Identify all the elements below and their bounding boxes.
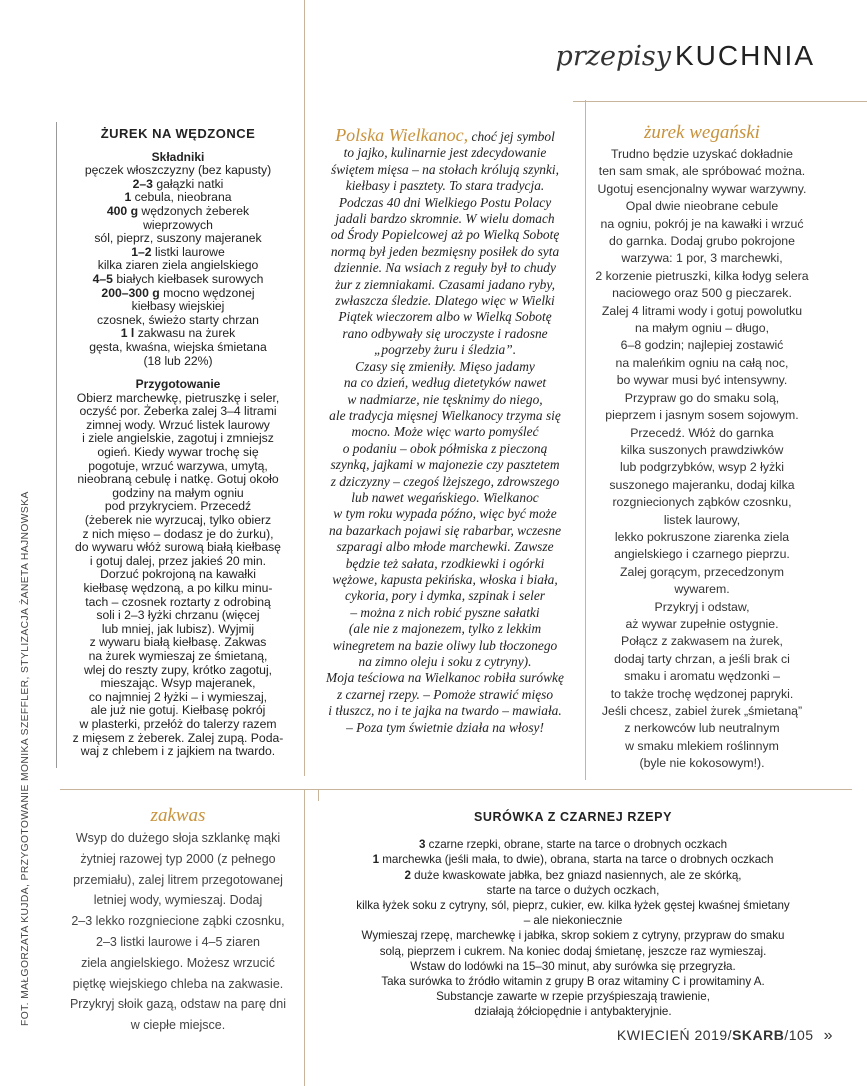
vegan-line: 2 korzenie pietruszki, kilka łodyg selera [595,268,809,283]
prep-line: i gotuj dalej, przez jakieś 20 min. [89,553,267,568]
ingredient-text: sól, pieprz, suszony majeranek [94,231,262,246]
ingredient-text: mocno wędzonej [159,285,255,300]
quantity: 4–5 [92,271,113,286]
ingredient-text: gałązki natki [152,176,224,191]
vegan-line: angielskiego i czarnego pieprzu. [614,547,790,562]
quantity: 1 [124,190,132,205]
vegan-line: dodaj tarty chrzan, a jeśli brak ci [614,651,790,666]
vegan-line: do garnka. Dodaj grubo pokrojone [609,234,795,249]
essay-line: Piątek wieczorem albo w Wielką Sobotę [338,309,552,325]
vegan-line: Przykryj i odstaw, [654,599,750,614]
vegan-line: naciowego oraz 500 g pieczarek. [612,286,792,301]
essay-line: z czarnej rzepy. – Pomoże strawić mięso [336,686,554,702]
vegan-line: na ogniu, pokrój je na kawałki i wrzuć [600,216,804,231]
essay-line: normą był jeden bezmięsny posiłek do syta [330,243,560,259]
zakwas-line: Wsyp do dużego słoja szklankę mąki [75,831,281,845]
surowka-ingredient-line [320,868,826,883]
ingredient-line [60,355,296,369]
prep-line: Dorzuć pokrojoną na kawałki [100,567,256,582]
essay-line: Moja teściowa na Wielkanoc robiła surówkę [326,670,564,686]
header-caps: KUCHNIA [674,40,815,71]
prep-line: z mięsem z żeberek. Zalej zupą. Poda- [72,730,284,745]
footer-brand: SKARB [732,1027,785,1043]
surowka-steps [320,928,826,1019]
surowka-step-line: solą, pieprzem i cukrem. Na koniec dodaj śmietanę, jeszcze raz wymieszaj. [379,944,767,958]
easter-essay [312,127,578,736]
vegan-line: kilka suszonych prawdziwków [620,442,784,457]
ingredient-text: marchewka (jeśli mała, to dwie), obrana, starta na tarce o drobnych oczkach [379,853,774,867]
ingredient-line [60,205,296,219]
ingredient-line [60,341,296,355]
prep-line: godziny na małym ogniu [112,485,244,500]
ingredient-text: białych kiełbasek surowych [112,271,264,286]
prep-line: z nich mięso – dodasz je do żurku), [82,526,274,541]
essay-line: winegretem na bazie oliwy lub tłoczonego [332,637,558,653]
quantity: 1 l [120,326,135,341]
divider-right-center [585,100,586,780]
prep-line: soli i 2–3 łyżki chrzanu (więcej [96,608,260,623]
vegan-line: listek laurowy, [663,512,741,527]
essay-line: w nadmiarze, nie tęsknimy do niego, [347,391,543,407]
essay-line: z dziczyzny – czegoś lżejszego, zdrowszego [330,473,560,489]
essay-first-line [312,127,578,145]
surowka-recipe [320,810,826,1020]
essay-line: szparagi albo młode marchewki. Zawsze [336,539,554,555]
zakwas-line: Przykryj słoik gazą, odstaw na parę dni [69,997,287,1012]
vegan-line: pieprzem i jasnym sosem sojowym. [605,408,799,423]
vegan-line: Przypraw go do smaku solą, [624,390,780,405]
ingredient-text: starte na tarce o dużych oczkach, [486,883,660,897]
divider-credit [56,122,57,768]
ingredient-line [60,300,296,314]
ingredient-text: zakwasu na żurek [134,326,236,341]
section-header [556,40,815,72]
quantity: 1 [372,853,380,867]
ingredients-list [60,164,296,368]
zurek-recipe [60,127,296,759]
prep-line: waj z chlebem i z jajkiem na twardo. [80,744,276,759]
essay-line: kiełbasy i pasztety. To stara tradycja. [345,178,545,194]
essay-line: (ale nie z majonezem, tylko z lekkim [348,621,542,637]
vegan-line: na maleńkim ogniu na całą noc, [615,355,789,370]
ingredient-text: listki laurowe [151,244,225,259]
vegan-line: na małym ogniu – długo, [635,321,769,336]
essay-line: lub nawet wegańskiego. Wielkanoc [351,489,539,505]
essay-line: od Środy Popielcowej aż po Wielką Sobotę [330,227,560,243]
prep-line: co najmniej 2 łyżki – i wymieszaj, [88,689,268,704]
prep-line: mieszając. Wsyp majeranek, [100,676,256,691]
surowka-ingredient-line [320,883,826,898]
vegan-line: Przecedź. Włóż do garnka [630,425,774,440]
vegan-line: Ugotuj esencjonalny wywar warzywny. [597,181,807,196]
prep-line: na żurek wymieszaj ze śmietaną, [88,648,268,663]
zakwas-line: letniej wody, wymieszaj. Dodaj [93,893,263,908]
vegan-line: Zalej gorącym, przecedzonym [619,564,785,579]
divider-bottom-center [318,789,319,801]
zakwas-body [60,828,296,1036]
prep-line: zimnej wody. Wrzuć listek laurowy [86,417,270,432]
prep-line: ogień. Kiedy wywar trochę się [97,445,259,460]
essay-line: będzie też sałata, rzodkiewki i ogórki [345,555,545,571]
divider-bottom-left [304,790,305,1086]
prep-line: kiełbasę wędzoną, a po kilku minu- [83,581,273,595]
ingredient-text: duże kwaskowate jabłka, bez gniazd nasiennych, ale ze skórką, [410,868,742,882]
essay-lead: Polska Wielkanoc, [335,125,469,145]
vegan-line: Jeśli chcesz, zabiel żurek „śmietaną” [601,704,803,718]
essay-line: ale tradycja mięsnej Wielkanocy trzyma się [329,407,561,423]
essay-line: cykoria, pory i dymka, szpinak i seler [344,588,546,604]
surowka-ingredient-line [320,913,826,928]
next-chevron-icon: » [823,1027,833,1044]
divider-top-right [573,101,867,102]
essay-line: wężowe, kapusta pekińska, włoska i biała, [332,571,558,587]
essay-line: „pogrzeby żuru i śledzia”. [373,342,517,358]
quantity: 2 [404,868,411,882]
divider-left-center [304,126,305,776]
ingredient-text: gęsta, kwaśna, wiejska śmietana [89,339,267,354]
vegan-line: warzywa: 1 por, 3 marchewki, [621,251,783,266]
prep-line: wlej do reszty zupy, krótko zagotuj, [83,662,273,677]
zakwas-line: ziela angielskiego. Możesz wrzucić [81,955,275,970]
quantity: 1–2 [131,244,152,259]
quantity: 400 g [106,203,139,218]
zakwas-title: zakwas [150,805,206,826]
ingredient-text: kilka ziaren ziela angielskiego [97,258,259,273]
prep-line: nieobraną cebulę i natkę. Gotuj około [77,472,279,487]
essay-line: Podczas 40 dni Wielkiego Postu Polacy [338,194,552,210]
ingredient-line [60,178,296,192]
ingredient-line [60,327,296,341]
surowka-step-line: Wstaw do lodówki na 15–30 minut, aby surówka się przegryzła. [410,959,736,973]
essay-line: to jajko, kulinarnie jest zdecydowanie [343,145,547,161]
ingredient-line [60,287,296,301]
ingredient-text: wieprzowych [143,217,213,232]
essay-line: dziennie. Na wsiach z reguły był to chudy [334,260,556,276]
prep-line: ale już nie gotuj. Kiełbasę pokrój [90,703,266,718]
essay-line: żur z ziemniakami. Czasami jadano ryby, [335,276,555,292]
ingredient-text: wędzonych żeberek [138,203,250,218]
essay-line: Czasy się zmieniły. Mięso jadamy [355,358,535,374]
ingredient-text: – ale niekoniecznie [523,914,623,928]
vegan-line: 6–8 godzin; najlepiej zostawić [620,338,784,353]
prep-line: tach – czosnek roztarty z odrobiną [85,594,271,609]
ingredient-line [60,232,296,246]
surowka-ingredient-line [320,898,826,913]
prep-line: do wywaru włóż surową białą kiełbasę [75,540,281,555]
zurek-title: ŻUREK NA WĘDZONCE [100,126,256,141]
quantity: 3 [418,838,426,852]
essay-line: rano odbywały się uroczyste i radosne [342,325,548,341]
essay-line: – Poza tym świetnie działa na włosy! [346,719,544,735]
essay-line: na co dzień, według dietetyków nawet [343,375,547,391]
zakwas-line: żytniej razowej typ 2000 (z pełnego [80,851,276,866]
vegan-line: (byle nie kokosowym!). [639,756,765,771]
ingredient-text: czosnek, świeżo starty chrzan [97,312,259,327]
zakwas-line: przemiału), zalej litrem przegotowanej [73,872,283,887]
vegan-line: rozgniecionych ząbków czosnku, [612,495,792,510]
ingredient-text: kilka łyżek soku z cytryny, sól, pieprz, cukier, ew. kilka łyżek gęstej kwaśnej śmietany [356,899,790,913]
essay-first-rest: choć jej symbol [468,129,555,144]
vegan-line: smaku i aromatu wędzonki – [624,669,780,684]
surowka-step-line: działają żółciopędnie i antybakteryjnie. [474,1005,672,1019]
essay-line: na bazarkach pojawi się rabarbar, wczesne [328,522,562,538]
vegan-zurek [588,122,816,773]
header-script: przepisy [555,41,671,72]
essay-line: jadali bardzo skromnie. W wielu domach [335,211,555,227]
prep-line: lub mniej, jak lubisz). Wyjmij [101,621,255,636]
vegan-line: lekko pokruszone ziarenka ziela [614,529,790,544]
essay-line: – można z nich robić pyszne sałatki [350,604,540,620]
vegan-line: aż wywar zupełnie ostygnie. [625,616,779,631]
ingredient-line [60,314,296,328]
vegan-line: Trudno będzie uzyskać dokładnie [610,147,794,161]
essay-line: w tym roku wypada późno, więc być może [333,506,557,522]
prep-line: i ziele angielskie, zagotuj i zmniejsz [82,431,274,446]
prep-line: pogotuje, wrzuć warzywa, umytą, [88,458,268,473]
surowka-ingredients [320,837,826,928]
zakwas-line: 2–3 lekko rozgniecione ząbki czosnku, [71,914,285,929]
divider-bottom-left-h [60,789,315,790]
divider-top-left [304,0,305,126]
ingredient-line [60,164,296,178]
page-footer [617,1027,833,1045]
prep-line: (żeberek nie wyrzucaj, tylko obierz [84,513,272,528]
surowka-ingredient-line [320,837,826,852]
ingredient-line [60,219,296,233]
vegan-body [588,146,816,773]
ingredient-line [60,191,296,205]
vegan-line: bo wywar musi być intensywny. [616,373,788,388]
vegan-line: to także trochę wędzonej papryki. [610,686,794,701]
zakwas-line: piętkę wiejskiego chleba na zakwasie. [72,976,284,991]
prep-heading: Przygotowanie [135,377,221,392]
ingredient-text: czarne rzepki, obrane, starte na tarce o drobnych oczkach [425,838,728,852]
ingredient-text: (18 lub 22%) [143,353,213,368]
essay-line: szynką, jajkami w majonezie czy pasztetem [330,457,560,473]
essay-line: na zimno oleju i soku z cytryny). [358,654,532,669]
essay-line: i tłuszcz, no i te jajka na twardo – mawiała. [328,703,562,719]
vegan-title: żurek wegański [644,122,760,143]
vegan-line: ten sam smak, ale spróbować można. [598,164,806,179]
essay-line: o podaniu – obok półmiska z pieczoną [342,440,548,456]
essay-line: świętem mięsa – na stołach królują szynki, [331,161,559,177]
ingredients-heading: Składniki [151,149,205,164]
ingredient-line [60,273,296,287]
vegan-line: Zalej 4 litrami wody i gotuj powolutku [601,303,803,318]
vegan-line: suszonego majeranku, dodaj kilka [609,477,795,492]
quantity: 200–300 g [101,285,160,300]
footer-issue: KWIECIEŃ 2019/ [616,1027,733,1043]
quantity: 2–3 [132,176,153,191]
essay-line: zwłaszcza śledzie. Dlatego więc w Wielki [335,293,555,309]
prep-line: pod przykryciem. Przecedź [104,499,252,514]
vegan-line: w smaku mlekiem roślinnym [625,738,779,753]
vegan-line: z nerkowców lub neutralnym [624,721,780,736]
footer-page-number: /105 [784,1027,814,1043]
prep-text [60,392,296,759]
vegan-line: Połącz z zakwasem na żurek, [621,634,783,649]
surowka-step-line: Substancje zawarte w rzepie przyśpieszają trawienie, [436,990,710,1004]
prep-line: z wywaru białą kiełbasę. Zakwas [89,635,267,650]
surowka-title: SURÓWKA Z CZARNEJ RZEPY [473,810,673,824]
prep-line: Obierz marchewkę, pietruszkę i seler, [76,390,280,405]
zakwas-line: w ciepłe miejsce. [130,1018,226,1033]
vegan-line: lub podgrzybków, wsyp 2 łyżki [619,460,785,475]
surowka-step-line: Wymieszaj rzepę, marchewkę i jabłka, skrop sokiem z cytryny, przypraw do smaku [361,929,785,943]
photo-credit: FOT. MAŁGORZATA KUJDA, PRZYGOTOWANIE MONIKA SZEFFLER, STYLIZACJA ŻANETA HAJNOWSKA [20,491,31,1026]
divider-bottom-right-h [314,789,852,790]
zakwas-line: 2–3 listki laurowe i 4–5 ziaren [96,934,260,949]
prep-line: w plasterki, przełóż do talerzy razem [79,716,277,731]
ingredient-text: pęczek włoszczyzny (bez kapusty) [84,163,272,178]
zakwas-recipe [60,804,296,1036]
ingredient-text: cebula, nieobrana [131,190,232,205]
vegan-line: Opal dwie nieobrane cebule [625,199,779,214]
surowka-ingredient-line [320,852,826,867]
ingredient-line [60,246,296,260]
vegan-line: wywarem. [674,582,730,597]
prep-line: oczyść por. Żeberka zalej 3–4 litrami [79,404,277,419]
essay-line: mocno. Może więc warto pomyśleć [351,424,539,440]
ingredient-line [60,259,296,273]
surowka-step-line: Taka surówka to źródło witamin z grupy B oraz witaminy C i prowitaminy A. [381,975,765,989]
essay-body [312,145,578,736]
ingredient-text: kiełbasy wiejskiej [131,299,225,314]
